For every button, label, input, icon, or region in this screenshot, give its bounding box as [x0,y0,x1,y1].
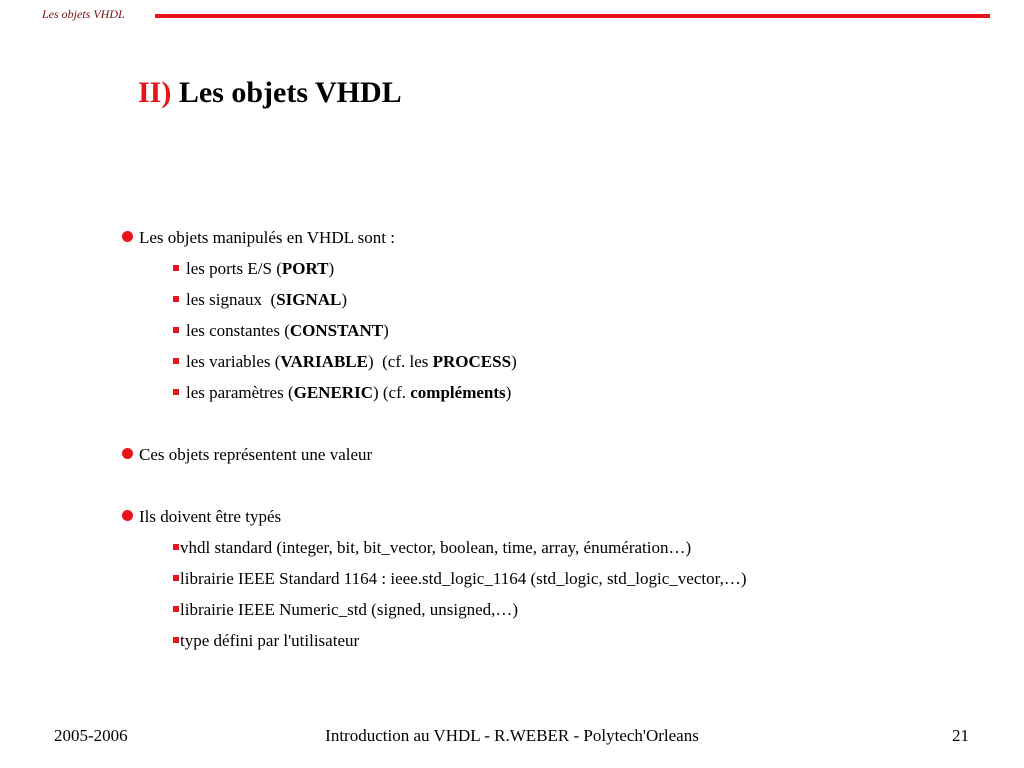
sub-item-keyword: GENERIC [293,383,373,402]
sub-item-suffix: ) [383,321,389,340]
type-item [173,569,746,589]
sub-item-variable [173,352,517,372]
bullet-text: Ces objets représentent une valeur [139,445,373,464]
type-item-text: vhdl standard (integer, bit, bit_vector, boolean, time, array, énumération…) [180,538,692,557]
sub-item-middle: ) (cf. les [367,352,433,371]
red-square-bullet-icon [173,296,179,302]
header-rule [155,14,990,18]
type-item [173,631,359,651]
sub-item-signal [173,290,347,310]
title-text: Les objets VHDL [178,76,402,109]
bullet-text: Ils doivent être typés [139,507,282,526]
sub-item-keyword-2: compléments [410,383,506,402]
title-number: II) [138,76,172,109]
red-square-bullet-icon [173,544,179,550]
type-item [173,600,518,620]
bullet-text: Les objets manipulés en VHDL sont : [139,228,395,247]
footer-title: Introduction au VHDL - R.WEBER - Polytech'Orleans [325,726,699,745]
bullet-objects [122,228,395,248]
red-circle-bullet-icon [122,231,133,242]
sub-item-keyword: CONSTANT [289,321,384,340]
sub-item-prefix: les paramètres ( [186,383,294,402]
red-square-bullet-icon [173,606,179,612]
sub-item-prefix: les variables ( [186,352,281,371]
type-item-text: librairie IEEE Standard 1164 : ieee.std_logic_1164 (std_logic, std_logic_vector,…) [180,569,747,588]
red-square-bullet-icon [173,265,179,271]
red-square-bullet-icon [173,358,179,364]
red-circle-bullet-icon [122,448,133,459]
slide-title [138,76,402,110]
sub-item-keyword: PORT [281,259,329,278]
sub-item-suffix: ) [328,259,335,278]
sub-item-generic [173,383,511,403]
sub-item-prefix: les signaux ( [186,290,277,309]
red-square-bullet-icon [173,389,179,395]
sub-item-suffix: ) [341,290,348,309]
bullet-value [122,445,372,465]
bullet-typed [122,507,281,527]
sub-item-port [173,259,334,279]
type-item-text: librairie IEEE Numeric_std (signed, unsigned,…) [180,600,519,619]
sub-item-middle: ) (cf. [372,383,411,402]
red-circle-bullet-icon [122,510,133,521]
footer-date: 2005-2006 [54,726,128,745]
page-number: 21 [952,726,969,745]
red-square-bullet-icon [173,327,179,333]
sub-item-constant [173,321,389,341]
red-square-bullet-icon [173,637,179,643]
type-item-text: type défini par l'utilisateur [180,631,360,650]
type-item [173,538,691,558]
sub-item-keyword-2: PROCESS [432,352,512,371]
sub-item-suffix: ) [505,383,512,402]
sub-item-prefix: les ports E/S ( [186,259,282,278]
sub-item-keyword: SIGNAL [276,290,342,309]
red-square-bullet-icon [173,575,179,581]
sub-item-suffix: ) [511,352,517,371]
slide-header-text: Les objets VHDL [42,7,125,21]
sub-item-keyword: VARIABLE [280,352,368,371]
sub-item-prefix: les constantes ( [186,321,290,340]
